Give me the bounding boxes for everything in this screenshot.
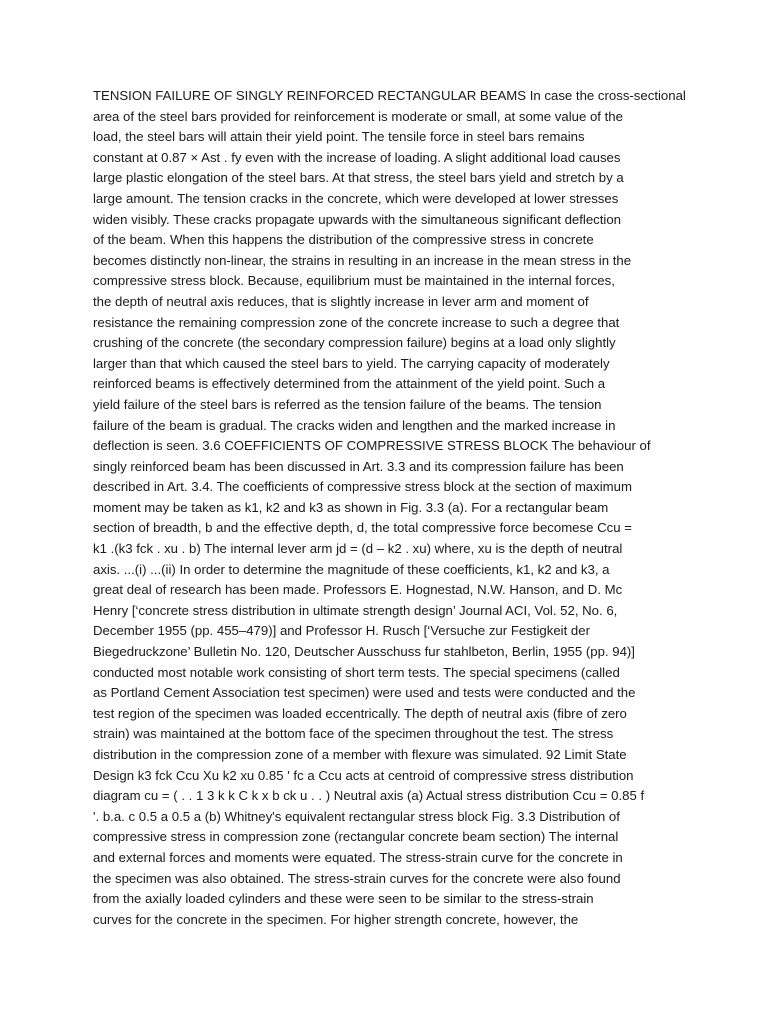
- text-line: area of the steel bars provided for reinforcement is moderate or small, at some value of the: [93, 108, 623, 124]
- text-line: from the axially loaded cylinders and these were seen to be similar to the stress-strain: [93, 891, 594, 907]
- text-line: compressive stress block. Because, equilibrium must be maintained in the internal forces,: [93, 273, 615, 289]
- text-line: widen visibly. These cracks propagate upwards with the simultaneous significant deflection: [93, 211, 622, 227]
- text-line: constant at 0.87 × Ast . fy even with the increase of loading. A slight additional load causes: [93, 149, 621, 165]
- body-text: [93, 86, 686, 930]
- text-line: diagram cu = ( . . 1 3 k k C k x b ck u . . ) Neutral axis (a) Actual stress distribution Ccu = 0.85 f: [93, 788, 645, 804]
- text-line: large plastic elongation of the steel bars. At that stress, the steel bars yield and stretch by a: [93, 170, 624, 186]
- text-line: crushing of the concrete (the secondary compression failure) begins at a load only slightly: [93, 335, 616, 351]
- text-line: deflection is seen. 3.6 COEFFICIENTS OF COMPRESSIVE STRESS BLOCK The behaviour of: [93, 438, 651, 454]
- text-line: as Portland Cement Association test specimen) were used and tests were conducted and the: [93, 685, 636, 701]
- text-line: large amount. The tension cracks in the concrete, which were developed at lower stresses: [93, 190, 619, 206]
- text-line: TENSION FAILURE OF SINGLY REINFORCED RECTANGULAR BEAMS In case the cross-sectional: [93, 88, 686, 103]
- text-line: described in Art. 3.4. The coefficients of compressive stress block at the section of maximum: [93, 479, 632, 495]
- text-line: strain) was maintained at the bottom face of the specimen throughout the test. The stress: [93, 726, 614, 742]
- text-line: and external forces and moments were equated. The stress-strain curve for the concrete in: [93, 849, 623, 865]
- text-line: Biegedruckzone’ Bulletin No. 120, Deutscher Ausschuss fur stahlbeton, Berlin, 1955 (pp. 94)]: [93, 644, 635, 660]
- text-line: December 1955 (pp. 455–479)] and Professor H. Rusch [‘Versuche zur Festigkeit der: [93, 623, 590, 639]
- text-line: k1 .(k3 fck . xu . b) The internal lever arm jd = (d – k2 . xu) where, xu is the depth of neutral: [93, 541, 623, 557]
- text-line: larger than that which caused the steel bars to yield. The carrying capacity of moderately: [93, 355, 610, 371]
- text-line: resistance the remaining compression zone of the concrete increase to such a degree that: [93, 314, 620, 330]
- text-line: great deal of research has been made. Professors E. Hognestad, N.W. Hanson, and D. Mc: [93, 582, 623, 598]
- text-line: axis. ...(i) ...(ii) In order to determine the magnitude of these coefficients, k1, k2 and k3, a: [93, 561, 610, 577]
- text-line: load, the steel bars will attain their yield point. The tensile force in steel bars remains: [93, 129, 585, 145]
- text-line: failure of the beam is gradual. The cracks widen and lengthen and the marked increase in: [93, 417, 616, 433]
- text-line: Design k3 fck Ccu Xu k2 xu 0.85 ' fc a Ccu acts at centroid of compressive stress distribution: [93, 767, 634, 783]
- text-line: curves for the concrete in the specimen. For higher strength concrete, however, the: [93, 911, 579, 927]
- text-line: distribution in the compression zone of a member with flexure was simulated. 92 Limit State: [93, 747, 627, 762]
- text-line: singly reinforced beam has been discussed in Art. 3.3 and its compression failure has been: [93, 458, 624, 474]
- text-line: section of breadth, b and the effective depth, d, the total compressive force becomese Ccu =: [93, 520, 632, 536]
- text-line: test region of the specimen was loaded eccentrically. The depth of neutral axis (fibre of zero: [93, 705, 627, 721]
- text-line: yield failure of the steel bars is referred as the tension failure of the beams. The tension: [93, 396, 602, 412]
- text-line: the specimen was also obtained. The stress-strain curves for the concrete were also found: [93, 870, 621, 886]
- text-line: of the beam. When this happens the distribution of the compressive stress in concrete: [93, 232, 594, 248]
- text-line: becomes distinctly non-linear, the strains in resulting in an increase in the mean stress in the: [93, 252, 632, 268]
- text-line: the depth of neutral axis reduces, that is slightly increase in lever arm and moment of: [93, 293, 589, 309]
- text-line: reinforced beams is effectively determined from the attainment of the yield point. Such a: [93, 376, 606, 392]
- text-line: '. b.a. c 0.5 a 0.5 a (b) Whitney's equivalent rectangular stress block Fig. 3.3 Distribution of: [93, 808, 620, 824]
- text-line: conducted most notable work consisting of short term tests. The special specimens (called: [93, 664, 620, 680]
- text-line: Henry [‘concrete stress distribution in ultimate strength design’ Journal ACI, Vol. 52, No. 6,: [93, 602, 618, 618]
- text-line: moment may be taken as k1, k2 and k3 as shown in Fig. 3.3 (a). For a rectangular beam: [93, 499, 609, 515]
- text-line: compressive stress in compression zone (rectangular concrete beam section) The internal: [93, 829, 619, 845]
